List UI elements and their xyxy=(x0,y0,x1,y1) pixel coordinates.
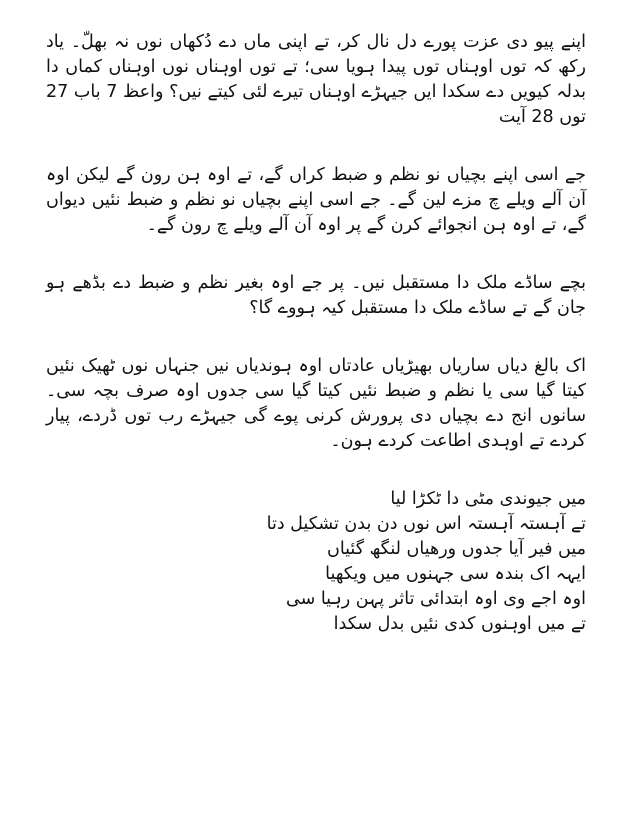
poem-block xyxy=(46,487,586,637)
poem-line: میں فیر آیا جدوں ورھیاں لنگھ گئیاں xyxy=(326,539,586,559)
paragraph-discipline-children: جے اسی اپنے بچیاں نو نظم و ضبط کراں گے، تے اوہ ہن رون گے لیکن اوہ آن آلے ویلے چ مزے لین گے۔ جے اسی اپنے بچیاں نو نظم و ضبط نئیں دیواں گے، تے اوہ ہن انجوائے کرن گے پر اوہ آن آلے ویلے چ رون گے۔ xyxy=(46,165,586,235)
paragraph-future-of-country: بچے ساڈے ملک دا مستقبل نیں۔ پر جے اوہ بغیر نظم و ضبط دے بڈھے ہو جان گے تے ساڈے ملک دا مستقبل کیہ ہووے گا؟ xyxy=(46,273,586,318)
poem-line: میں جیوندی مٹی دا ٹکڑا لیا xyxy=(390,489,586,509)
poem-line: اوہ اجے وی اوہ ابتدائی تاثر پہن رہیا سی xyxy=(286,589,586,609)
poem-line: تے آہستہ آہستہ اس نوں دن بدن تشکیل دتا xyxy=(266,514,586,534)
poem-line: تے میں اوہنوں کدی نئیں بدل سکدا xyxy=(333,614,586,634)
poem-line: ایہہ اک بندہ سی جہنوں میں ویکھیا xyxy=(325,564,586,584)
paragraph-adult-habits: اک بالغ دیاں ساریاں بھیڑیاں عادتاں اوہ ہوندیاں نیں جنہاں نوں ٹھیک نئیں کیتا گیا سی یا نظم و ضبط نئیں کیتا گیا سی جدوں اوہ صرف بچہ سی۔ سانوں انج دے بچیاں دی پرورش کرنی پوے گی جیہڑے رب توں ڈردے، پیار کردے تے اوہدی اطاعت کردے ہون۔ xyxy=(46,356,586,451)
paragraph-honor-parents: اپنے پیو دی عزت پورے دل نال کر، تے اپنی ماں دے دُکھاں نوں نہ بھلّ۔ یاد رکھ کہ توں اوہناں توں پیدا ہویا سی؛ تے توں اوہناں نوں اوہناں کماں دا بدلہ کیویں دے سکدا ایں جیہڑے اوہناں تیرے لئی کیتے نیں؟ واعظ 7 باب 27 توں 28 آیت xyxy=(46,32,586,127)
